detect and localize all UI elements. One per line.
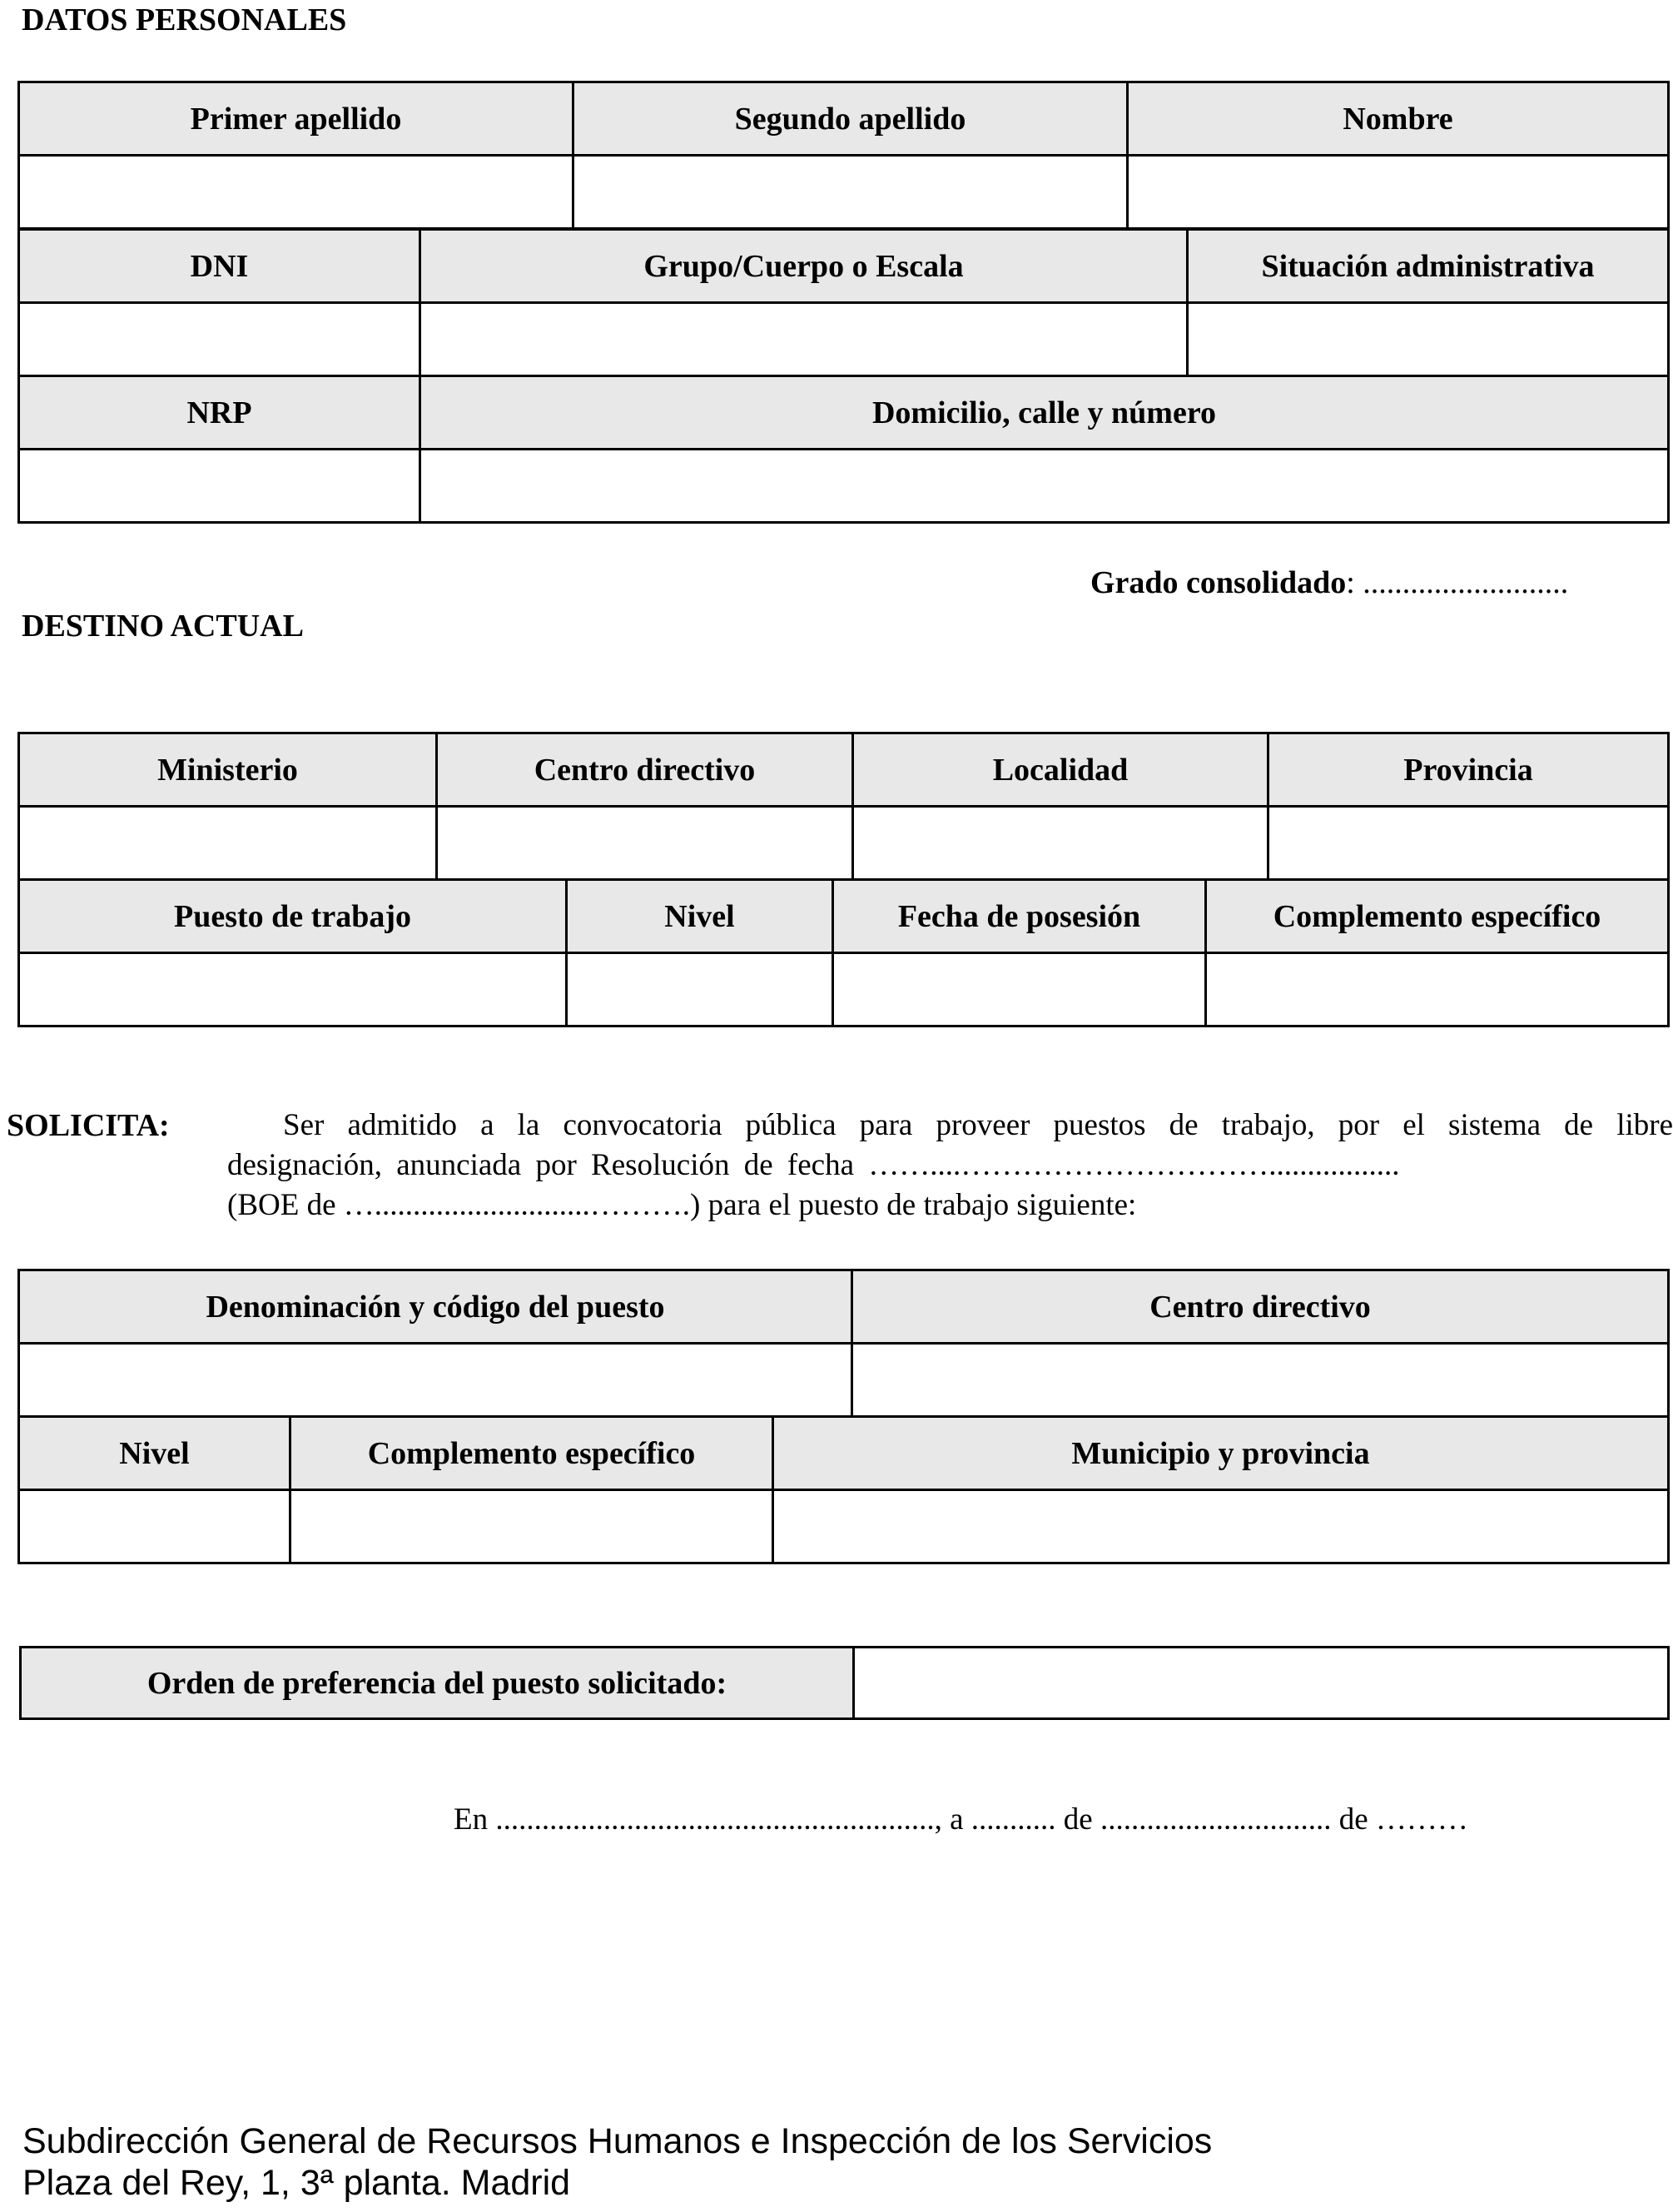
ministerio-header: Ministerio — [19, 733, 437, 807]
nombre-header: Nombre — [1128, 82, 1669, 156]
primer-apellido-header: Primer apellido — [19, 82, 573, 156]
grado-consolidado-label: Grado consolidado — [1090, 565, 1347, 600]
dni-header: DNI — [19, 230, 420, 303]
dni-field[interactable] — [19, 303, 420, 376]
datos-personales-table-2 — [17, 228, 1670, 377]
centro-directivo-solicitado-header: Centro directivo — [852, 1270, 1669, 1344]
solicita-label: SOLICITA: — [7, 1108, 170, 1143]
nivel-solicitado-header: Nivel — [19, 1417, 290, 1490]
nrp-field[interactable] — [19, 450, 420, 523]
grupo-cuerpo-header: Grupo/Cuerpo o Escala — [420, 230, 1188, 303]
denominacion-codigo-header: Denominación y código del puesto — [19, 1270, 852, 1344]
grado-consolidado — [1090, 564, 1568, 601]
complemento-especifico-header: Complemento específico — [1206, 880, 1669, 953]
fecha-posesion-field[interactable] — [833, 953, 1206, 1026]
datos-personales-table-1 — [17, 81, 1670, 230]
segundo-apellido-header: Segundo apellido — [573, 82, 1128, 156]
municipio-provincia-field[interactable] — [773, 1490, 1669, 1563]
localidad-header: Localidad — [853, 733, 1268, 807]
fecha-posesion-header: Fecha de posesión — [833, 880, 1206, 953]
denominacion-codigo-field[interactable] — [19, 1344, 852, 1417]
situacion-administrativa-header: Situación administrativa — [1188, 230, 1669, 303]
solicita-line-2: designación, anunciada por Resolución de fecha ……....…………………………................. — [227, 1148, 1400, 1182]
localidad-field[interactable] — [853, 807, 1268, 880]
complemento-especifico-solicitado-header: Complemento específico — [290, 1417, 773, 1490]
nivel-solicitado-field[interactable] — [19, 1490, 290, 1563]
solicita-line-3: (BOE de …............................……….) para el puesto de trabajo siguiente: — [227, 1188, 1137, 1222]
centro-directivo-header: Centro directivo — [437, 733, 853, 807]
footer-line-2: Plaza del Rey, 1, 3ª planta. Madrid — [22, 2163, 571, 2203]
provincia-field[interactable] — [1268, 807, 1669, 880]
ministerio-field[interactable] — [19, 807, 437, 880]
nivel-header: Nivel — [567, 880, 833, 953]
primer-apellido-field[interactable] — [19, 156, 573, 229]
orden-preferencia-header: Orden de preferencia del puesto solicitado: — [21, 1648, 854, 1719]
centro-directivo-field[interactable] — [437, 807, 853, 880]
destino-actual-table-2 — [17, 878, 1670, 1027]
complemento-especifico-field[interactable] — [1206, 953, 1669, 1026]
domicilio-field[interactable] — [420, 450, 1669, 523]
puesto-trabajo-field[interactable] — [19, 953, 567, 1026]
situacion-administrativa-field[interactable] — [1188, 303, 1669, 376]
nrp-header: NRP — [19, 376, 420, 450]
nombre-field[interactable] — [1128, 156, 1669, 229]
destino-actual-table-1 — [17, 732, 1670, 881]
complemento-especifico-solicitado-field[interactable] — [290, 1490, 773, 1563]
nivel-field[interactable] — [567, 953, 833, 1026]
puesto-solicitado-table-1 — [17, 1269, 1670, 1418]
datos-personales-title: DATOS PERSONALES — [22, 2, 347, 37]
puesto-solicitado-table-2 — [17, 1415, 1670, 1564]
solicita-line-1: Ser admitido a la convocatoria pública para proveer puestos de trabajo, por el sistema de libre — [283, 1108, 1673, 1142]
segundo-apellido-field[interactable] — [573, 156, 1128, 229]
lugar-fecha-line: En ........................................................., a ........... de .............................. de ……… — [454, 1802, 1468, 1837]
destino-actual-title: DESTINO ACTUAL — [22, 609, 304, 644]
datos-personales-table-3 — [17, 375, 1670, 524]
provincia-header: Provincia — [1268, 733, 1669, 807]
municipio-provincia-header: Municipio y provincia — [773, 1417, 1669, 1490]
grupo-cuerpo-field[interactable] — [420, 303, 1188, 376]
orden-preferencia-field[interactable] — [854, 1648, 1669, 1719]
domicilio-header: Domicilio, calle y número — [420, 376, 1669, 450]
puesto-trabajo-header: Puesto de trabajo — [19, 880, 567, 953]
preferencia-table — [19, 1646, 1670, 1720]
footer-line-1: Subdirección General de Recursos Humanos e Inspección de los Servicios — [22, 2121, 1213, 2161]
centro-directivo-solicitado-field[interactable] — [852, 1344, 1669, 1417]
grado-consolidado-value: : .......................... — [1346, 565, 1569, 600]
